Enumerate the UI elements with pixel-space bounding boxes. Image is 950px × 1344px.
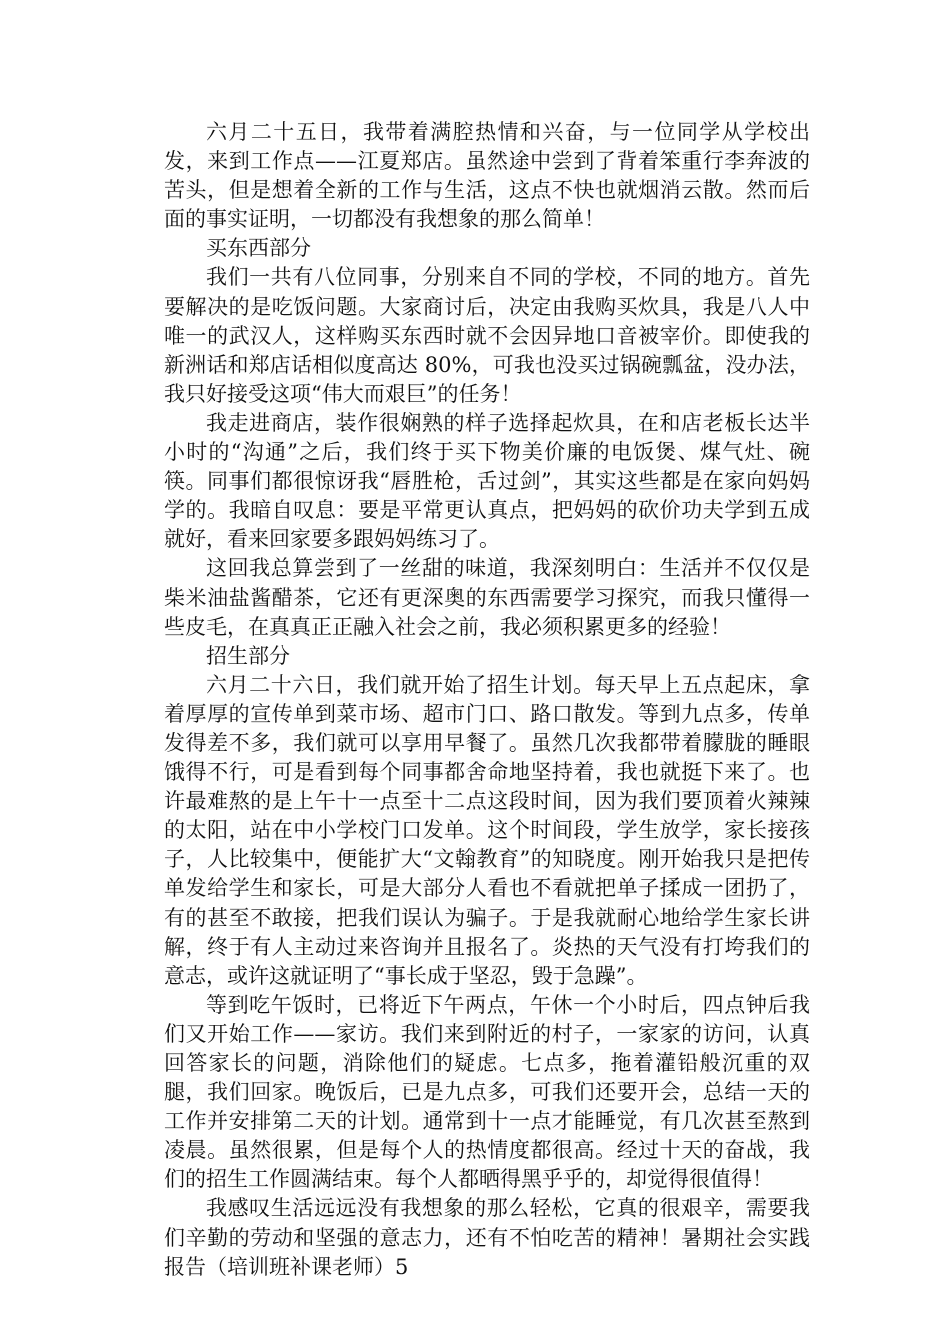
paragraph-shopping-store: 我走进商店，装作很娴熟的样子选择起炊具，在和店老板长达半小时的“沟通”之后，我们终于买下物美价廉的电饭煲、煤气灶、碗筷。同事们都很惊讶我“唇胜枪，舌过剑”，其实这些都是在家向妈妈学的。我暗自叹息：要是平常更认真点，把妈妈的砍价功夫学到五成就好，看来回家要多跟妈妈练习了。: [164, 410, 810, 552]
paragraph-shopping-intro: 我们一共有八位同事，分别来自不同的学校，不同的地方。首先要解决的是吃饭问题。大家商讨后，决定由我购买炊具，我是八人中唯一的武汉人，这样购买东西时就不会因异地口音被宰价。即使我的新洲话和郑店话相似度高达 80%，可我也没买过锅碗瓢盆，没办法，我只好接受这项“伟大而艰巨”的任务！: [164, 265, 810, 406]
paragraph-enrollment-flyers: 六月二十六日，我们就开始了招生计划。每天早上五点起床，拿着厚厚的宣传单到菜市场、超市门口、路口散发。等到九点多，传单发得差不多，我们就可以享用早餐了。虽然几次我都带着朦胧的睡眼饿得不行，可是看到每个同事都舍命地坚持着，我也就挺下来了。也许最难熬的是上午十一点至十二点这段时间，因为我们要顶着火辣辣的太阳，站在中小学校门口发单。这个时间段，学生放学，家长接孩子，人比较集中，便能扩大“文翰教育”的知晓度。刚开始我只是把传单发给学生和家长，可是大部分人看也不看就把单子揉成一团扔了，有的甚至不敢接，把我们误认为骗子。于是我就耐心地给学生家长讲解，终于有人主动过来咨询并且报名了。炎热的天气没有打垮我们的意志，或许这就证明了“事长成于坚忍，毁于急躁”。: [164, 672, 810, 988]
section-heading-enrollment: 招生部分: [206, 643, 290, 668]
section-heading-shopping: 买东西部分: [206, 236, 311, 261]
paragraph-conclusion: 我感叹生活远远没有我想象的那么轻松，它真的很艰辛，需要我们辛勤的劳动和坚强的意志力，还有不怕吃苦的精神！暑期社会实践报告（培训班补课老师）5: [164, 1196, 810, 1279]
paragraph-enrollment-visits: 等到吃午饭时，已将近下午两点，午休一个小时后，四点钟后我们又开始工作——家访。我们来到附近的村子，一家家的访问，认真回答家长的问题，消除他们的疑虑。七点多，拖着灌铅般沉重的双腿，我们回家。晚饭后，已是九点多，可我们还要开会，总结一天的工作并安排第二天的计划。通常到十一点才能睡觉，有几次甚至熬到凌晨。虽然很累，但是每个人的热情度都很高。经过十天的奋战，我们的招生工作圆满结束。每个人都晒得黑乎乎的，却觉得很值得！: [164, 992, 810, 1192]
paragraph-shopping-reflection: 这回我总算尝到了一丝甜的味道，我深刻明白：生活并不仅仅是柴米油盐酱醋茶，它还有更深奥的东西需要学习探究，而我只懂得一些皮毛，在真真正正融入社会之前，我必须积累更多的经验！: [164, 556, 810, 639]
document-body: [164, 118, 810, 1282]
paragraph-arrival: 六月二十五日，我带着满腔热情和兴奋，与一位同学从学校出发，来到工作点——江夏郑店。虽然途中尝到了背着笨重行李奔波的苦头，但是想着全新的工作与生活，这点不快也就烟消云散。然而后面的事实证明，一切都没有我想象的那么简单！: [164, 120, 810, 232]
